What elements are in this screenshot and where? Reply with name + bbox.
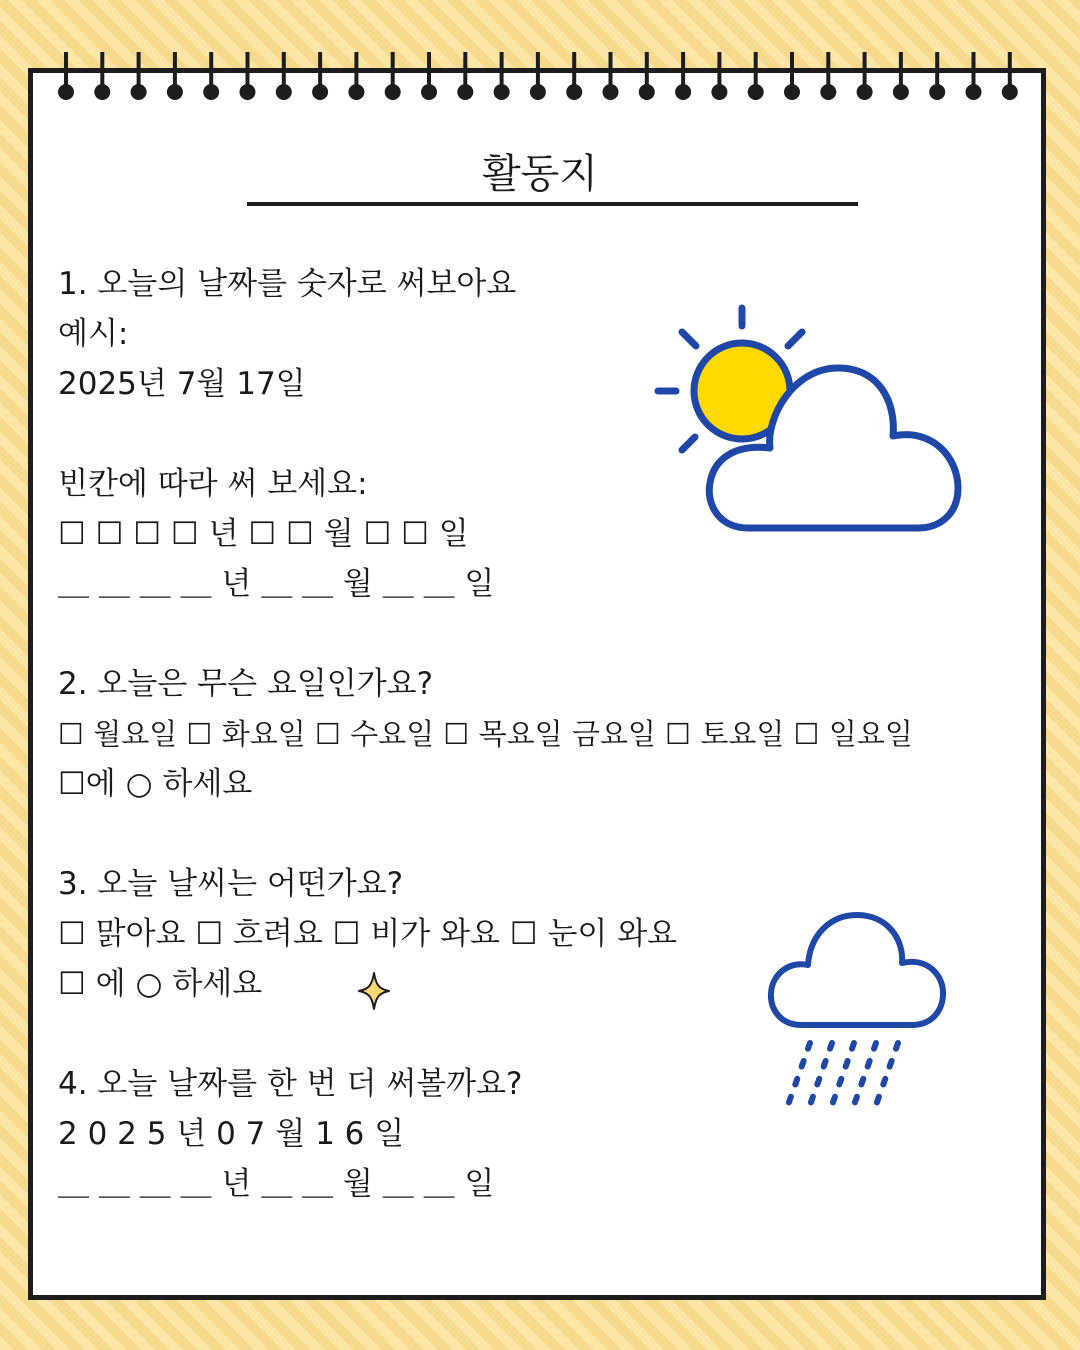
question-1-instruction: 빈칸에 따라 써 보세요:	[58, 466, 368, 502]
question-4-blank-row: ＿ ＿ ＿ ＿ 년 ＿ ＿ 월 ＿ ＿ 일	[58, 1166, 495, 1202]
question-1-example-label: 예시:	[58, 316, 129, 352]
binding-hole	[895, 86, 907, 98]
binding-hole	[496, 86, 508, 98]
question-2-title: 2. 오늘은 무슨 요일인가요?	[58, 666, 434, 702]
binding-hole	[133, 86, 145, 98]
sparkle-icon	[356, 970, 392, 1012]
binding-hole	[169, 86, 181, 98]
binding-hole	[205, 86, 217, 98]
title-underline	[247, 202, 858, 206]
question-2-instruction: ☐에 ○ 하세요	[58, 766, 253, 802]
question-1-blank-row: ＿ ＿ ＿ ＿ 년 ＿ ＿ 월 ＿ ＿ 일	[58, 566, 495, 602]
binding-hole	[931, 86, 943, 98]
binding-hole	[677, 86, 689, 98]
question-1-example-date: 2025년 7월 17일	[58, 366, 306, 402]
spiral-binding-rings	[0, 0, 1080, 110]
question-1-box-row: ☐ ☐ ☐ ☐ 년 ☐ ☐ 월 ☐ ☐ 일	[58, 516, 469, 552]
binding-hole	[423, 86, 435, 98]
binding-hole	[387, 86, 399, 98]
question-3-instruction: ☐ 에 ○ 하세요	[58, 966, 263, 1002]
binding-hole	[1004, 86, 1016, 98]
binding-hole	[641, 86, 653, 98]
question-2-options: ☐ 월요일 ☐ 화요일 ☐ 수요일 ☐ 목요일 금요일 ☐ 토요일 ☐ 일요일	[58, 717, 913, 751]
binding-hole	[786, 86, 798, 98]
question-4-title: 4. 오늘 날짜를 한 번 더 써볼까요?	[58, 1066, 523, 1102]
binding-hole	[459, 86, 471, 98]
binding-hole	[532, 86, 544, 98]
binding-hole	[605, 86, 617, 98]
binding-hole	[968, 86, 980, 98]
question-1-title: 1. 오늘의 날짜를 숫자로 써보아요	[58, 266, 517, 302]
question-4-date: 2 0 2 5 년 0 7 월 1 6 일	[58, 1116, 405, 1152]
page-title: 활동지	[482, 151, 598, 197]
question-3-options: ☐ 맑아요 ☐ 흐려요 ☐ 비가 와요 ☐ 눈이 와요	[58, 916, 678, 952]
binding-hole	[568, 86, 580, 98]
binding-hole	[60, 86, 72, 98]
binding-hole	[242, 86, 254, 98]
sun-behind-cloud-icon	[648, 298, 968, 538]
rain-cloud-icon	[762, 905, 952, 1115]
binding-hole	[278, 86, 290, 98]
question-3-title: 3. 오늘 날씨는 어떤가요?	[58, 866, 404, 902]
binding-hole	[859, 86, 871, 98]
binding-hole	[713, 86, 725, 98]
binding-hole	[822, 86, 834, 98]
binding-hole	[96, 86, 108, 98]
binding-hole	[314, 86, 326, 98]
binding-hole	[750, 86, 762, 98]
binding-hole	[350, 86, 362, 98]
